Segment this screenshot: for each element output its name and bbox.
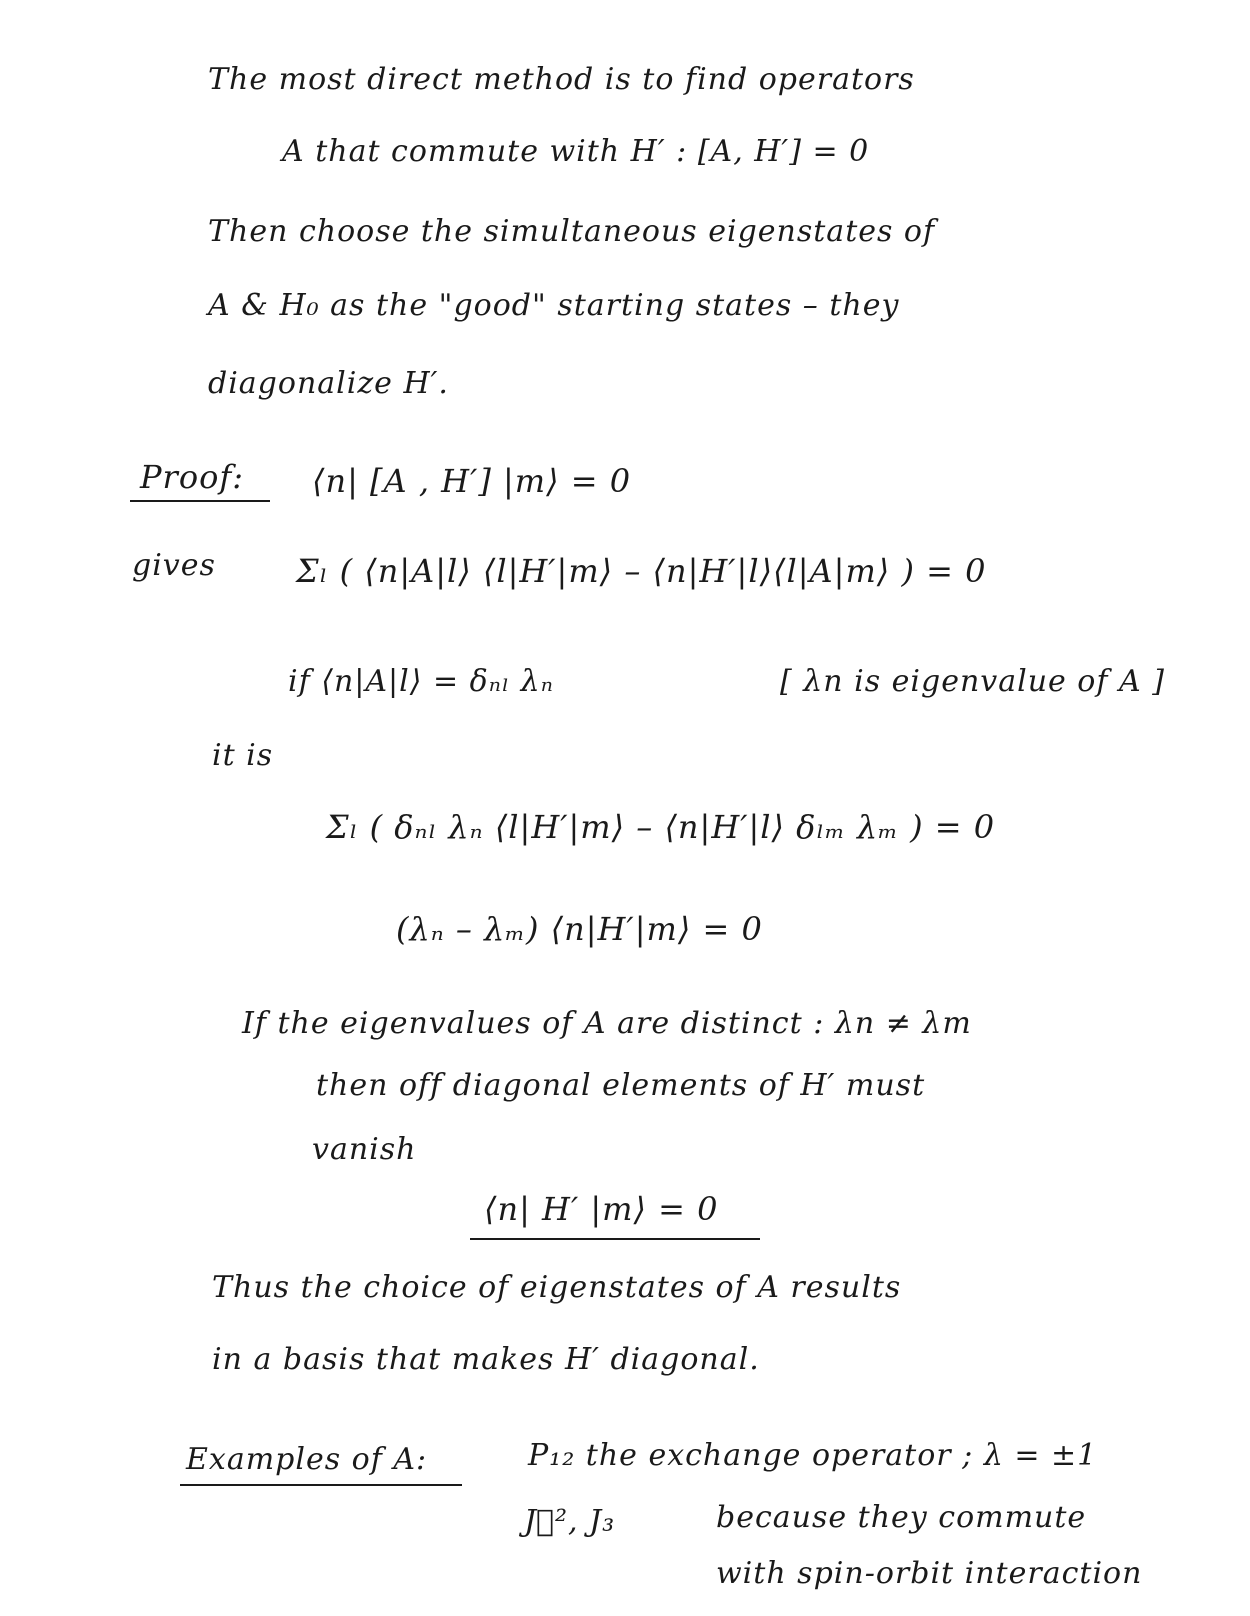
example-2-with: with spin-orbit interaction — [716, 1556, 1143, 1591]
distinct-line-3: vanish — [312, 1132, 417, 1167]
proof-underline — [130, 500, 270, 502]
examples-underline — [180, 1484, 462, 1486]
example-1: P₁₂ the exchange operator ; λ = ±1 — [528, 1438, 1098, 1473]
text-line-4: A & H₀ as the "good" starting states – they — [208, 288, 900, 323]
result-underline — [470, 1238, 760, 1240]
distinct-line-2: then off diagonal elements of H′ must — [316, 1068, 926, 1103]
result-equation: ⟨n| H′ |m⟩ = 0 — [484, 1190, 719, 1228]
if-equation: if ⟨n|A|l⟩ = δₙₗ λₙ — [288, 664, 554, 699]
if-note: [ λn is eigenvalue of A ] — [780, 664, 1165, 699]
proof-label: Proof: — [140, 458, 244, 496]
example-2-because: because they commute — [716, 1500, 1087, 1535]
thus-line-2: in a basis that makes H′ diagonal. — [212, 1342, 760, 1377]
distinct-line-1: If the eigenvalues of A are distinct : λn ≠ λm — [242, 1006, 972, 1041]
thus-line-1: Thus the choice of eigenstates of A results — [212, 1270, 902, 1305]
examples-label: Examples of A: — [186, 1442, 428, 1477]
gives-label: gives — [132, 548, 216, 583]
gives-equation: Σₗ ( ⟨n|A|l⟩ ⟨l|H′|m⟩ – ⟨n|H′|l⟩⟨l|A|m⟩ ) = 0 — [296, 552, 987, 590]
proof-equation: ⟨n| [A , H′] |m⟩ = 0 — [312, 462, 632, 500]
difference-equation: (λₙ – λₘ) ⟨n|H′|m⟩ = 0 — [396, 910, 763, 948]
text-line-3: Then choose the simultaneous eigenstates of — [208, 214, 936, 249]
example-2-operators: J⃗², J₃ — [524, 1504, 616, 1539]
sum-equation: Σₗ ( δₙₗ λₙ ⟨l|H′|m⟩ – ⟨n|H′|l⟩ δₗₘ λₘ ) = 0 — [326, 808, 996, 846]
text-line-5: diagonalize H′. — [208, 366, 449, 401]
text-line-1: The most direct method is to find operators — [208, 62, 915, 97]
text-line-2: A that commute with H′ : [A, H′] = 0 — [282, 134, 870, 169]
it-is-label: it is — [212, 738, 274, 773]
